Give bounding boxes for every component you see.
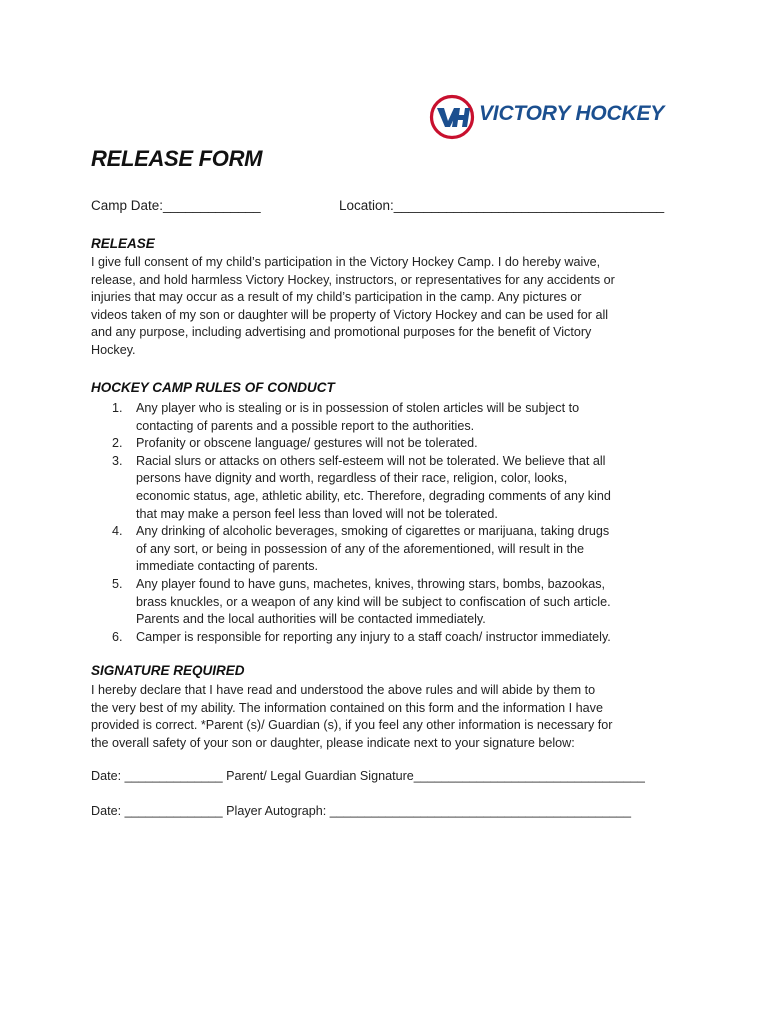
signature-text-line: I hereby declare that I have read and understood the above rules and will abide by them to xyxy=(91,683,596,697)
release-line: Hockey. xyxy=(91,342,136,357)
rule-line: immediate contacting of parents. xyxy=(136,559,319,574)
rule-item xyxy=(91,435,691,453)
signature-text-line: the very best of my ability. The information contained on this form and the information I have xyxy=(91,700,603,715)
logo-wordmark: VICTORY HOCKEY xyxy=(479,102,665,125)
guardian-signature-field[interactable]: Date: ______________ Parent/ Legal Guardian Signature_________________________________ xyxy=(91,769,645,783)
rule-number: 3. xyxy=(112,453,123,468)
rule-number: 4. xyxy=(112,524,123,539)
release-line: I give full consent of my child’s participation in the Victory Hockey Camp. I do hereby waive, xyxy=(91,255,601,269)
signature-heading: SIGNATURE REQUIRED xyxy=(91,663,245,678)
rule-line: Racial slurs or attacks on others self-esteem will not be tolerated. We believe that all xyxy=(136,453,606,468)
release-heading: RELEASE xyxy=(91,236,155,251)
rule-line: Parents and the local authorities will be contacted immediately. xyxy=(136,612,486,627)
rules-heading: HOCKEY CAMP RULES OF CONDUCT xyxy=(91,380,335,395)
rule-item xyxy=(91,629,691,647)
signature-text-line: the overall safety of your son or daughter, please indicate next to your signature below: xyxy=(91,735,575,750)
rule-number: 6. xyxy=(112,629,123,644)
rule-item xyxy=(91,453,691,523)
rule-line: persons have dignity and worth, regardless of their race, religion, color, looks, xyxy=(136,471,568,486)
rule-line: Any drinking of alcoholic beverages, smoking of cigarettes or marijuana, taking drugs xyxy=(136,524,610,539)
camp-date-field[interactable]: Camp Date:_____________ xyxy=(91,198,261,213)
rule-line: that may make a person feel less than loved will not be tolerated. xyxy=(136,506,498,521)
rule-line: economic status, age, athletic ability, etc. Therefore, degrading comments of any kind xyxy=(136,488,611,503)
victory-hockey-logo xyxy=(429,94,679,140)
location-field[interactable]: Location:____________________________________ xyxy=(339,198,665,213)
rule-item xyxy=(91,523,691,576)
rule-line: contacting of parents and a possible report to the authorities. xyxy=(136,418,475,433)
rules-list xyxy=(91,400,691,646)
signature-paragraph xyxy=(91,682,691,752)
release-line: videos taken of my son or daughter will be property of Victory Hockey and can be used for all xyxy=(91,307,609,322)
rule-line: brass knuckles, or a weapon of any kind will be subject to confiscation of such article. xyxy=(136,594,611,609)
player-autograph-field[interactable]: Date: ______________ Player Autograph: ___________________________________________ xyxy=(91,804,631,818)
rule-item xyxy=(91,576,691,629)
release-paragraph xyxy=(91,254,691,360)
page-title: RELEASE FORM xyxy=(91,146,263,171)
rule-number: 2. xyxy=(112,436,123,451)
rule-line: of any sort, or being in possession of any of the aforementioned, will result in the xyxy=(136,541,585,556)
release-line: and any purpose, including advertising and promotional purposes for the benefit of Victory xyxy=(91,325,592,340)
rule-item xyxy=(91,400,691,435)
release-line: injuries that may occur as a result of my child’s participation in the camp. Any pictures or xyxy=(91,290,582,305)
release-line: release, and hold harmless Victory Hockey, instructors, or representatives for any accidents or xyxy=(91,272,615,287)
rule-line: Profanity or obscene language/ gestures will not be tolerated. xyxy=(136,436,478,451)
vh-logo-mark-icon xyxy=(429,94,475,140)
rule-number: 1. xyxy=(112,401,123,415)
signature-text-line: provided is correct. *Parent (s)/ Guardian (s), if you feel any other information is necessary for xyxy=(91,718,613,733)
rule-number: 5. xyxy=(112,576,123,591)
rule-line: Any player who is stealing or is in possession of stolen articles will be subject to xyxy=(136,401,580,415)
rule-line: Camper is responsible for reporting any injury to a staff coach/ instructor immediately. xyxy=(136,629,611,644)
rule-line: Any player found to have guns, machetes, knives, throwing stars, bombs, bazookas, xyxy=(136,576,606,591)
